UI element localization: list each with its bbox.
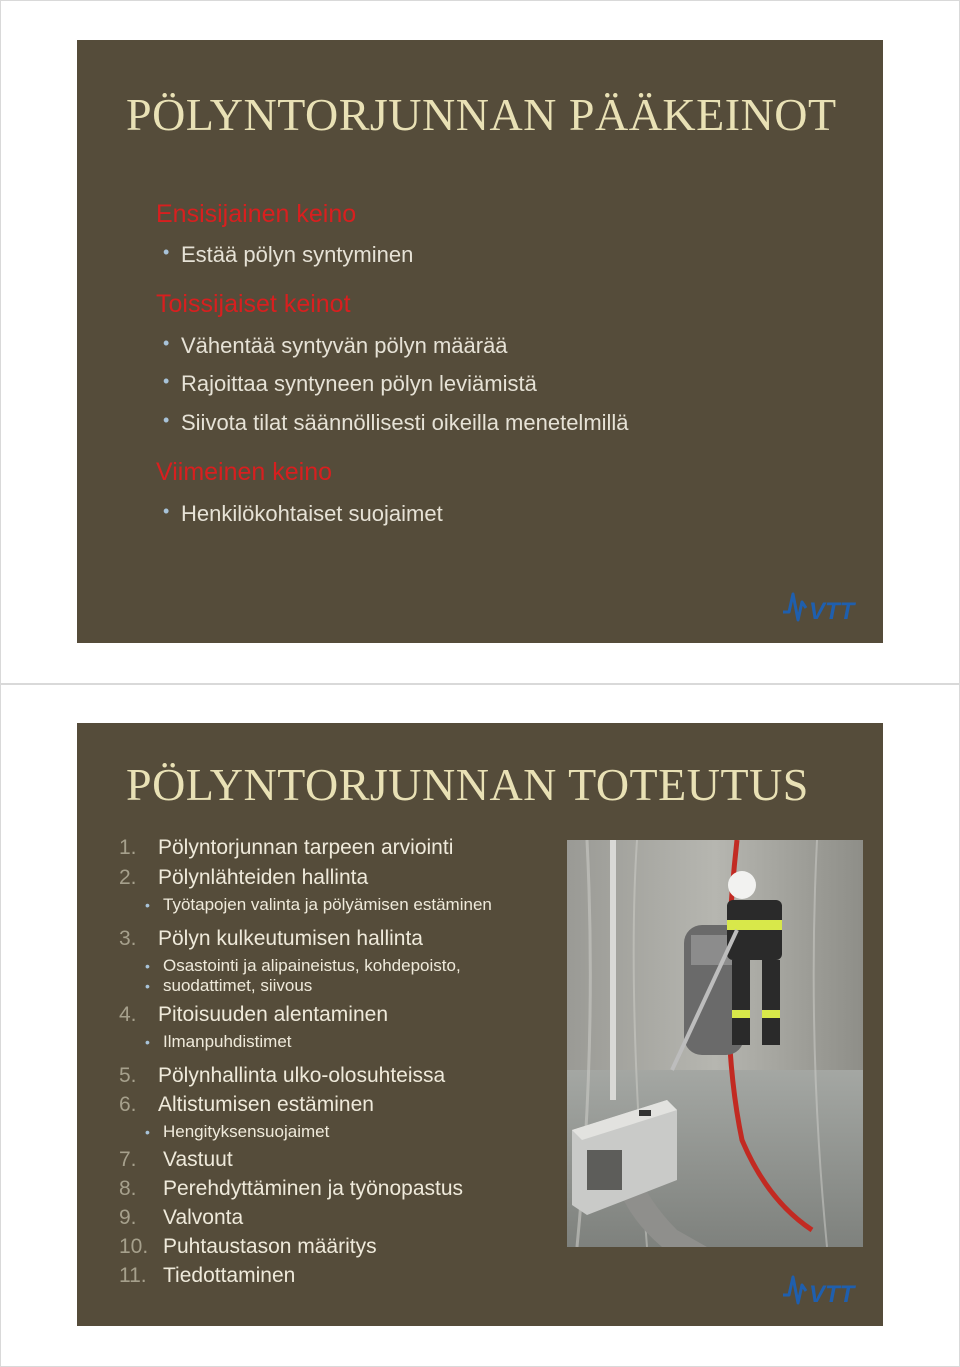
vtt-logo-icon <box>781 590 857 624</box>
section-heading-secondary: Toissijaiset keinot <box>156 290 351 318</box>
slide-toteutus: PÖLYNTORJUNNAN TOTEUTUS 1. Pölyntorjunnan tarpeen arviointi 2. Pölynlähteiden hallinta • Työtapojen valinta ja pölyämisen estäminen 3. Pölyn kulkeutumisen hallinta • Osastointi ja alipaineistus, kohdepoisto, • suodattimet, siivous 4. Pitoisuuden alentaminen • Ilmanpuhdistimet 5. Pölynhallinta ulko-olosuhteissa 6. Altistumisen estäminen • Hengityksensuojaimet 7. Vastuut 8. Perehdyttäminen ja työnopastus 9. Valvonta 10. Puhtaustason määritys 11. Tiedottaminen VTT <box>77 723 883 1326</box>
svg-text:VTT: VTT <box>809 598 855 624</box>
svg-text:VTT: VTT <box>809 1281 855 1307</box>
bullet-item: • Vähentää syntyvän pölyn määrää <box>181 333 508 359</box>
bullet-item: • Rajoittaa syntyneen pölyn leviämistä <box>181 371 537 397</box>
sub-bullet: • Ilmanpuhdistimet <box>163 1032 292 1052</box>
bullet-item: • Estää pölyn syntyminen <box>181 242 413 268</box>
section-heading-last: Viimeinen keino <box>156 458 333 486</box>
slide-paakeinot <box>77 40 883 643</box>
sub-bullet: • Työtapojen valinta ja pölyämisen estäminen <box>163 895 492 915</box>
bullet-item: • Henkilökohtaiset suojaimet <box>181 501 443 527</box>
worker-photo <box>567 840 863 1247</box>
sub-bullet-continuation: • suodattimet, siivous <box>163 976 312 996</box>
sub-bullet: • Osastointi ja alipaineistus, kohdepoisto, <box>163 956 461 976</box>
bullet-item: • Siivota tilat säännöllisesti oikeilla menetelmillä <box>181 410 629 436</box>
slide-title: PÖLYNTORJUNNAN PÄÄKEINOT <box>126 89 837 140</box>
slide-title: PÖLYNTORJUNNAN TOTEUTUS <box>126 759 809 810</box>
section-heading-primary: Ensisijainen keino <box>156 200 357 228</box>
sub-bullet: • Hengityksensuojaimet <box>163 1122 329 1142</box>
vtt-logo-icon <box>781 1273 857 1307</box>
